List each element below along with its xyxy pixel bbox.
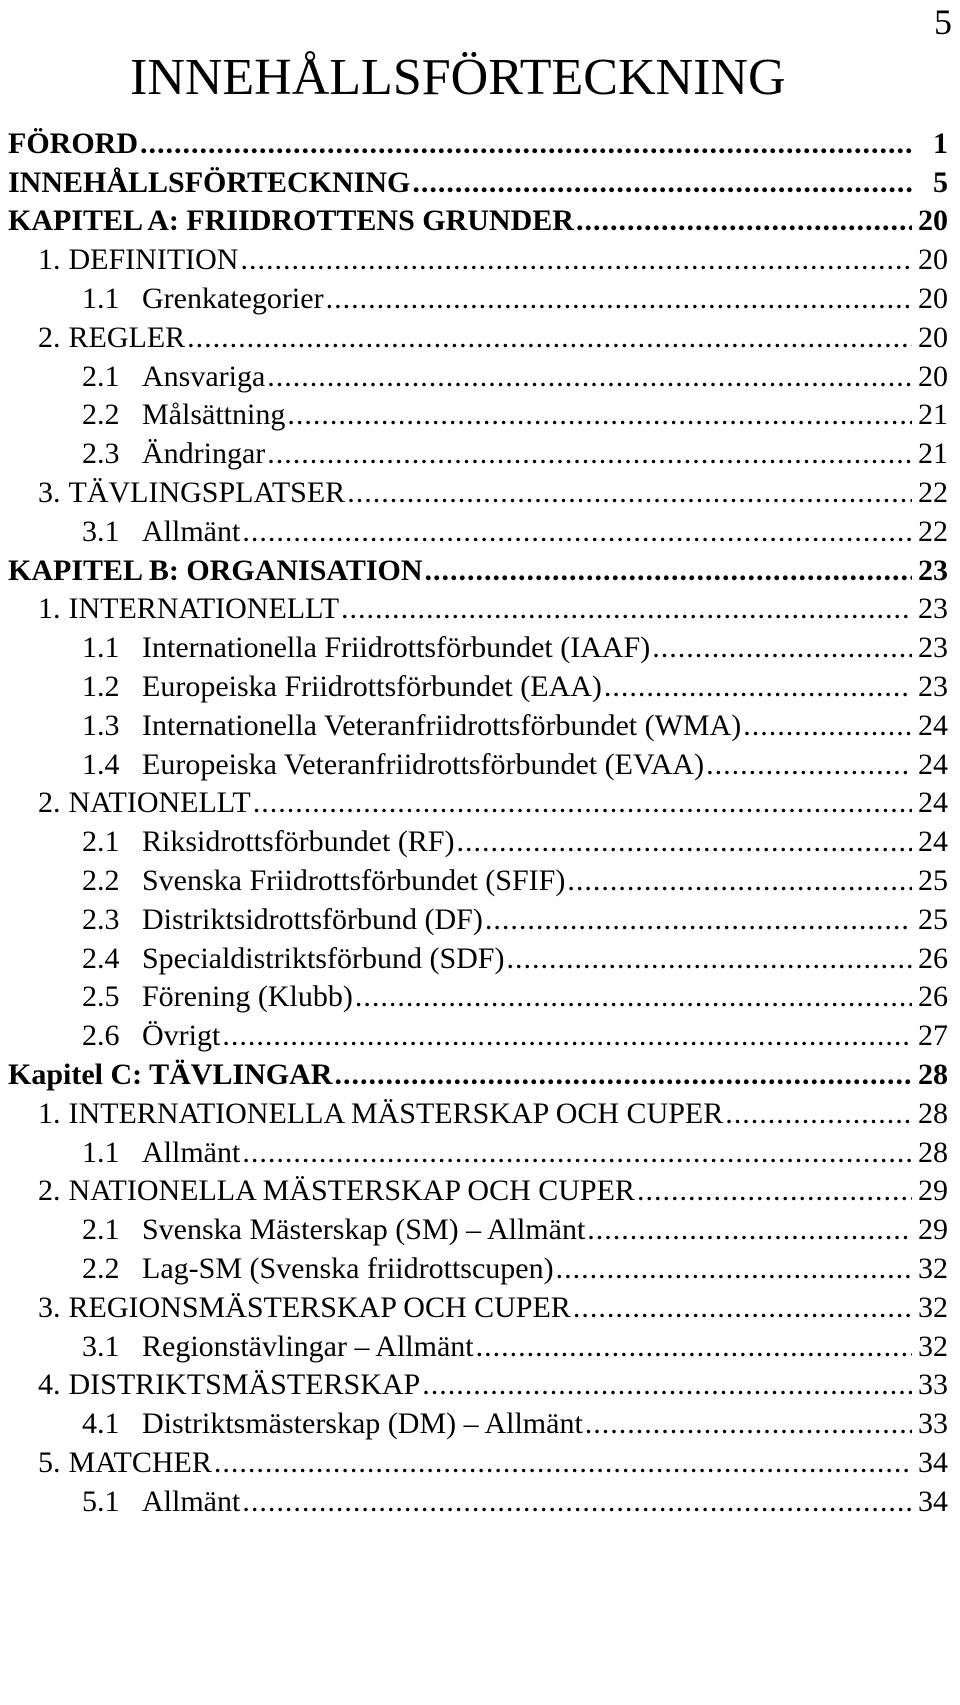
dot-leader <box>140 126 912 162</box>
toc-entry-label <box>38 1096 723 1132</box>
toc-entry[interactable] <box>8 899 948 938</box>
toc-entry-text: INTERNATIONELLT <box>68 592 340 626</box>
toc-entry-page: 26 <box>918 941 948 975</box>
toc-entry-label <box>8 553 423 589</box>
dot-leader <box>326 281 912 317</box>
toc-entry[interactable] <box>8 1054 948 1093</box>
toc-entry-text: REGLER <box>68 320 186 354</box>
toc-entry-label <box>38 320 185 356</box>
toc-entry-number: 1.4 <box>82 747 120 781</box>
dot-leader <box>242 514 912 550</box>
dot-leader <box>240 242 912 278</box>
toc-entry-label <box>82 902 483 938</box>
toc-entry[interactable] <box>8 239 948 278</box>
toc-entry-text: Europeiska Veteranfriidrottsförbundet (EVAA) <box>142 747 705 781</box>
dot-leader <box>743 708 912 744</box>
dot-leader <box>425 553 912 589</box>
toc-entry[interactable] <box>8 1171 948 1210</box>
toc-entry[interactable] <box>8 317 948 356</box>
toc-entry-text: Allmänt <box>142 514 241 548</box>
toc-entry-page: 20 <box>918 281 948 315</box>
toc-entry-text: Regionstävlingar – Allmänt <box>142 1329 474 1363</box>
toc-entry-number: 3.1 <box>82 514 120 548</box>
dot-leader <box>457 824 913 860</box>
toc-entry-label <box>82 708 741 744</box>
toc-entry-text: Ansvariga <box>142 359 266 393</box>
toc-entry-text: FÖRORD <box>8 126 138 160</box>
dot-leader <box>412 165 912 201</box>
toc-entry[interactable] <box>8 1442 948 1481</box>
toc-entry-text: DEFINITION <box>68 243 239 277</box>
dot-leader <box>604 669 912 705</box>
dot-leader <box>341 591 912 627</box>
toc-entry[interactable] <box>8 162 948 201</box>
toc-entry[interactable] <box>8 356 948 395</box>
toc-entry[interactable] <box>8 1403 948 1442</box>
toc-entry-page: 24 <box>918 786 948 820</box>
toc-entry-number: 2.3 <box>82 437 120 471</box>
toc-entry[interactable] <box>8 1481 948 1520</box>
toc-entry-page: 27 <box>918 1019 948 1053</box>
table-of-contents <box>8 123 948 1520</box>
toc-entry-number: 3. <box>38 1290 61 1324</box>
toc-entry[interactable] <box>8 1365 948 1404</box>
toc-entry[interactable] <box>8 201 948 240</box>
toc-entry-label <box>38 242 238 278</box>
toc-entry-number: 3.1 <box>82 1329 120 1363</box>
toc-entry-number: 3. <box>38 475 61 509</box>
toc-entry-page: 21 <box>918 437 948 471</box>
dot-leader <box>355 979 912 1015</box>
toc-entry-page: 28 <box>918 1135 948 1169</box>
toc-entry[interactable] <box>8 511 948 550</box>
toc-entry-number: 2. <box>38 1174 61 1208</box>
toc-entry[interactable] <box>8 627 948 666</box>
toc-entry-number: 1.1 <box>82 631 120 665</box>
dot-leader <box>637 1173 912 1209</box>
toc-entry-page: 26 <box>918 980 948 1014</box>
toc-entry-text: Övrigt <box>142 1019 221 1053</box>
toc-entry-page: 34 <box>918 1445 948 1479</box>
toc-entry-page: 5 <box>933 165 948 199</box>
dot-leader <box>476 1329 912 1365</box>
toc-entry-text: Allmänt <box>142 1484 241 1518</box>
toc-entry-page: 33 <box>918 1407 948 1441</box>
toc-entry-page: 20 <box>918 320 948 354</box>
toc-entry[interactable] <box>8 433 948 472</box>
toc-entry[interactable] <box>8 1248 948 1287</box>
dot-leader <box>242 1135 912 1171</box>
toc-entry-number: 2.4 <box>82 941 120 975</box>
toc-entry-page: 32 <box>918 1329 948 1363</box>
toc-entry-label <box>82 514 240 550</box>
toc-entry-label <box>82 281 324 317</box>
toc-entry-page: 22 <box>918 475 948 509</box>
toc-entry[interactable] <box>8 977 948 1016</box>
toc-entry-page: 24 <box>918 825 948 859</box>
toc-entry-page: 23 <box>918 553 948 587</box>
toc-entry-number: 2.1 <box>82 359 120 393</box>
toc-entry-text: INTERNATIONELLA MÄSTERSKAP OCH CUPER <box>68 1096 724 1130</box>
page-number: 5 <box>934 2 952 42</box>
dot-leader <box>222 1018 912 1054</box>
toc-entry-text: Förening (Klubb) <box>142 980 353 1014</box>
toc-entry-page: 34 <box>918 1484 948 1518</box>
toc-entry-label <box>8 1057 332 1093</box>
toc-entry-page: 28 <box>918 1057 948 1091</box>
toc-entry-label <box>8 203 574 239</box>
dot-leader <box>422 1367 912 1403</box>
toc-entry-text: Allmänt <box>142 1135 241 1169</box>
toc-entry-text: Internationella Veteranfriidrottsförbundet (WMA) <box>142 708 742 742</box>
toc-entry-label <box>8 126 138 162</box>
toc-entry-text: Grenkategorier <box>142 281 324 315</box>
document-title: INNEHÅLLSFÖRTECKNING <box>130 49 786 106</box>
toc-entry-label <box>82 824 455 860</box>
toc-entry-text: Europeiska Friidrottsförbundet (EAA) <box>142 669 602 703</box>
toc-entry-text: Målsättning <box>142 398 286 432</box>
toc-entry-number: 1. <box>38 592 61 626</box>
toc-entry-text: KAPITEL A: FRIIDROTTENS GRUNDER <box>8 204 574 238</box>
toc-entry-label <box>8 165 410 201</box>
toc-entry-text: Internationella Friidrottsförbundet (IAAF) <box>142 631 651 665</box>
toc-entry-page: 32 <box>918 1290 948 1324</box>
toc-entry-page: 24 <box>918 708 948 742</box>
toc-entry-label <box>82 1484 240 1520</box>
toc-entry[interactable] <box>8 744 948 783</box>
toc-entry-page: 21 <box>918 398 948 432</box>
toc-entry-page: 25 <box>918 902 948 936</box>
toc-entry-label <box>82 1251 554 1287</box>
toc-entry-text: TÄVLINGSPLATSER <box>68 475 346 509</box>
toc-entry-label <box>38 1290 571 1326</box>
toc-entry-text: Distriktsmästerskap (DM) – Allmänt <box>142 1407 583 1441</box>
dot-leader <box>187 320 912 356</box>
toc-entry-text: KAPITEL B: ORGANISATION <box>8 553 423 587</box>
toc-entry[interactable] <box>8 860 948 899</box>
toc-entry[interactable] <box>8 123 948 162</box>
toc-entry-label <box>38 1173 635 1209</box>
toc-entry-label <box>82 941 504 977</box>
toc-entry-label <box>82 630 650 666</box>
toc-entry[interactable] <box>8 1287 948 1326</box>
toc-entry-number: 2.6 <box>82 1019 120 1053</box>
toc-entry[interactable] <box>8 1209 948 1248</box>
dot-leader <box>573 1290 912 1326</box>
toc-entry-label <box>38 785 251 821</box>
toc-entry[interactable] <box>8 1093 948 1132</box>
toc-entry-page: 33 <box>918 1368 948 1402</box>
toc-entry-number: 2.1 <box>82 1213 120 1247</box>
toc-entry[interactable] <box>8 1015 948 1054</box>
toc-entry-label <box>82 1018 220 1054</box>
dot-leader <box>576 203 912 239</box>
dot-leader <box>485 902 912 938</box>
toc-entry-number: 1. <box>38 1096 61 1130</box>
dot-leader <box>214 1445 912 1481</box>
dot-leader <box>725 1096 912 1132</box>
toc-entry-label <box>82 1329 474 1365</box>
toc-entry[interactable] <box>8 938 948 977</box>
toc-entry-number: 5. <box>38 1445 61 1479</box>
dot-leader <box>267 359 912 395</box>
toc-entry-page: 20 <box>918 204 948 238</box>
toc-entry-label <box>38 591 339 627</box>
toc-entry-page: 1 <box>933 126 948 160</box>
toc-entry[interactable] <box>8 783 948 822</box>
toc-entry-number: 2.5 <box>82 980 120 1014</box>
toc-entry-label <box>38 475 345 511</box>
toc-entry-number: 2.3 <box>82 902 120 936</box>
toc-entry-label <box>38 1367 420 1403</box>
toc-entry-text: REGIONSMÄSTERSKAP OCH CUPER <box>68 1290 571 1324</box>
toc-entry-text: Svenska Mästerskap (SM) – Allmänt <box>142 1213 586 1247</box>
toc-entry-page: 23 <box>918 631 948 665</box>
dot-leader <box>253 785 912 821</box>
toc-entry-page: 25 <box>918 863 948 897</box>
toc-entry[interactable] <box>8 705 948 744</box>
dot-leader <box>506 941 912 977</box>
toc-entry-number: 4. <box>38 1368 61 1402</box>
dot-leader <box>556 1251 912 1287</box>
dot-leader <box>267 436 912 472</box>
toc-entry-label <box>82 747 704 783</box>
toc-entry[interactable] <box>8 472 948 511</box>
toc-entry-label <box>82 863 565 899</box>
toc-entry-page: 20 <box>918 243 948 277</box>
toc-entry[interactable] <box>8 666 948 705</box>
toc-entry-text: INNEHÅLLSFÖRTECKNING <box>8 165 411 199</box>
toc-entry-page: 24 <box>918 747 948 781</box>
toc-entry-label <box>82 1406 583 1442</box>
toc-entry-text: Kapitel C: TÄVLINGAR <box>8 1057 333 1091</box>
toc-entry-number: 1.2 <box>82 669 120 703</box>
toc-entry-label <box>82 359 265 395</box>
toc-entry-label <box>82 1135 240 1171</box>
toc-entry-number: 2.2 <box>82 398 120 432</box>
dot-leader <box>567 863 912 899</box>
toc-entry-text: Svenska Friidrottsförbundet (SFIF) <box>142 863 566 897</box>
toc-entry-label <box>82 669 602 705</box>
dot-leader <box>706 747 912 783</box>
toc-entry-number: 2.1 <box>82 825 120 859</box>
toc-entry-label <box>38 1445 212 1481</box>
toc-entry-number: 2.2 <box>82 1251 120 1285</box>
toc-entry-text: NATIONELLA MÄSTERSKAP OCH CUPER <box>68 1174 635 1208</box>
toc-entry-text: Lag-SM (Svenska friidrottscupen) <box>142 1251 554 1285</box>
toc-entry-number: 1.1 <box>82 281 120 315</box>
toc-entry-text: Distriktsidrottsförbund (DF) <box>142 902 483 936</box>
toc-entry-label <box>82 1212 585 1248</box>
toc-entry-text: MATCHER <box>68 1445 212 1479</box>
toc-entry-number: 2.2 <box>82 863 120 897</box>
toc-entry-page: 22 <box>918 514 948 548</box>
toc-entry-page: 20 <box>918 359 948 393</box>
toc-entry-label <box>82 436 265 472</box>
toc-entry-page: 29 <box>918 1213 948 1247</box>
toc-entry-page: 23 <box>918 669 948 703</box>
toc-entry[interactable] <box>8 589 948 628</box>
toc-entry-number: 4.1 <box>82 1407 120 1441</box>
dot-leader <box>587 1212 912 1248</box>
dot-leader <box>585 1406 912 1442</box>
toc-entry-page: 29 <box>918 1174 948 1208</box>
toc-entry[interactable] <box>8 821 948 860</box>
toc-entry-number: 1.1 <box>82 1135 120 1169</box>
dot-leader <box>242 1484 912 1520</box>
dot-leader <box>652 630 912 666</box>
toc-entry-number: 2. <box>38 320 61 354</box>
toc-entry[interactable] <box>8 1326 948 1365</box>
toc-entry[interactable] <box>8 395 948 434</box>
toc-entry-text: Ändringar <box>142 437 266 471</box>
dot-leader <box>334 1057 912 1093</box>
toc-entry-page: 23 <box>918 592 948 626</box>
toc-entry[interactable] <box>8 1132 948 1171</box>
toc-entry-text: Riksidrottsförbundet (RF) <box>142 825 455 859</box>
dot-leader <box>287 397 912 433</box>
toc-entry-page: 28 <box>918 1096 948 1130</box>
toc-entry[interactable] <box>8 278 948 317</box>
toc-entry-page: 32 <box>918 1251 948 1285</box>
toc-entry[interactable] <box>8 550 948 589</box>
toc-entry-number: 2. <box>38 786 61 820</box>
toc-entry-number: 1. <box>38 243 61 277</box>
toc-entry-label <box>82 979 353 1015</box>
dot-leader <box>347 475 912 511</box>
toc-entry-text: NATIONELLT <box>68 786 251 820</box>
toc-entry-label <box>82 397 285 433</box>
toc-entry-text: Specialdistriktsförbund (SDF) <box>142 941 505 975</box>
toc-entry-text: DISTRIKTSMÄSTERSKAP <box>68 1368 421 1402</box>
toc-entry-number: 1.3 <box>82 708 120 742</box>
toc-entry-number: 5.1 <box>82 1484 120 1518</box>
